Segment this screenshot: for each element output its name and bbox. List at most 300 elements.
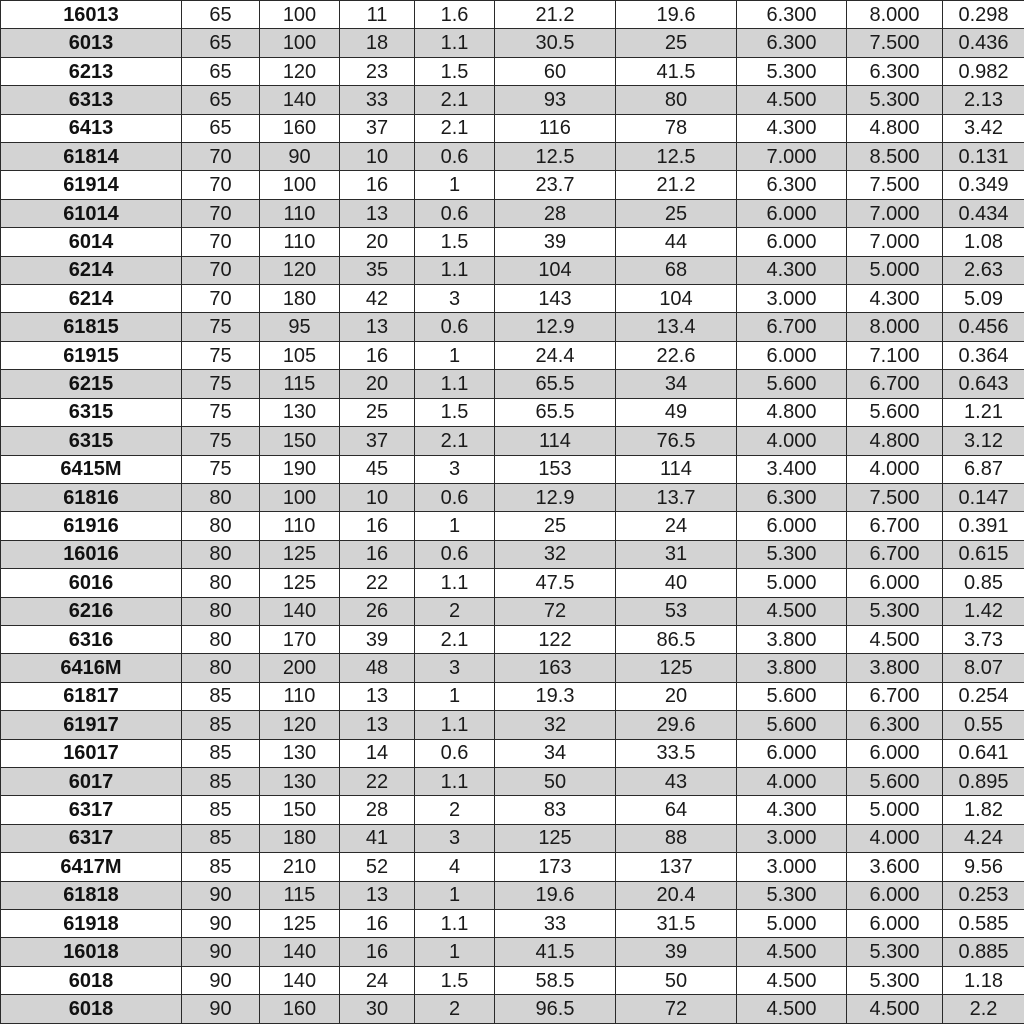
model-cell: 61914 <box>1 171 182 199</box>
width-b-cell: 42 <box>340 285 415 313</box>
static-load-cell: 76.5 <box>616 427 737 455</box>
model-cell: 61814 <box>1 143 182 171</box>
grease-speed-cell: 4.500 <box>737 995 847 1024</box>
oil-speed-cell: 4.800 <box>847 427 943 455</box>
table-row <box>1 597 1024 625</box>
outer-d-cell: 110 <box>260 512 340 540</box>
chamfer-r-cell: 1.1 <box>415 569 495 597</box>
oil-speed-cell: 7.100 <box>847 341 943 369</box>
grease-speed-cell: 4.500 <box>737 938 847 966</box>
grease-speed-cell: 5.000 <box>737 569 847 597</box>
oil-speed-cell: 3.800 <box>847 654 943 682</box>
grease-speed-cell: 4.500 <box>737 597 847 625</box>
width-b-cell: 35 <box>340 256 415 284</box>
grease-speed-cell: 6.700 <box>737 313 847 341</box>
width-b-cell: 18 <box>340 29 415 57</box>
model-cell: 6018 <box>1 966 182 994</box>
model-cell: 6413 <box>1 114 182 142</box>
grease-speed-cell: 4.800 <box>737 398 847 426</box>
static-load-cell: 39 <box>616 938 737 966</box>
width-b-cell: 16 <box>340 938 415 966</box>
table-row <box>1 29 1024 57</box>
dynamic-load-cell: 28 <box>495 199 616 227</box>
oil-speed-cell: 6.700 <box>847 682 943 710</box>
model-cell: 6013 <box>1 29 182 57</box>
bore-d-cell: 80 <box>182 654 260 682</box>
static-load-cell: 44 <box>616 228 737 256</box>
outer-d-cell: 120 <box>260 711 340 739</box>
chamfer-r-cell: 2 <box>415 597 495 625</box>
chamfer-r-cell: 1 <box>415 881 495 909</box>
table-row <box>1 910 1024 938</box>
weight-cell: 0.434 <box>943 199 1024 227</box>
oil-speed-cell: 3.600 <box>847 853 943 881</box>
bore-d-cell: 80 <box>182 625 260 653</box>
weight-cell: 3.12 <box>943 427 1024 455</box>
static-load-cell: 41.5 <box>616 57 737 85</box>
static-load-cell: 13.7 <box>616 483 737 511</box>
dynamic-load-cell: 93 <box>495 86 616 114</box>
oil-speed-cell: 6.300 <box>847 711 943 739</box>
outer-d-cell: 140 <box>260 966 340 994</box>
bore-d-cell: 80 <box>182 483 260 511</box>
oil-speed-cell: 8.500 <box>847 143 943 171</box>
model-cell: 61916 <box>1 512 182 540</box>
outer-d-cell: 100 <box>260 483 340 511</box>
width-b-cell: 13 <box>340 199 415 227</box>
chamfer-r-cell: 1.5 <box>415 228 495 256</box>
oil-speed-cell: 7.500 <box>847 483 943 511</box>
grease-speed-cell: 6.300 <box>737 29 847 57</box>
outer-d-cell: 95 <box>260 313 340 341</box>
table-row <box>1 711 1024 739</box>
table-row <box>1 995 1024 1024</box>
grease-speed-cell: 5.600 <box>737 682 847 710</box>
dynamic-load-cell: 19.3 <box>495 682 616 710</box>
model-cell: 6313 <box>1 86 182 114</box>
chamfer-r-cell: 2.1 <box>415 427 495 455</box>
dynamic-load-cell: 173 <box>495 853 616 881</box>
width-b-cell: 10 <box>340 483 415 511</box>
dynamic-load-cell: 114 <box>495 427 616 455</box>
table-row <box>1 824 1024 852</box>
outer-d-cell: 170 <box>260 625 340 653</box>
weight-cell: 0.885 <box>943 938 1024 966</box>
table-row <box>1 285 1024 313</box>
dynamic-load-cell: 153 <box>495 455 616 483</box>
chamfer-r-cell: 0.6 <box>415 739 495 767</box>
model-cell: 16017 <box>1 739 182 767</box>
width-b-cell: 45 <box>340 455 415 483</box>
static-load-cell: 64 <box>616 796 737 824</box>
static-load-cell: 78 <box>616 114 737 142</box>
bore-d-cell: 70 <box>182 228 260 256</box>
chamfer-r-cell: 0.6 <box>415 540 495 568</box>
weight-cell: 0.298 <box>943 1 1024 29</box>
model-cell: 6416M <box>1 654 182 682</box>
weight-cell: 0.391 <box>943 512 1024 540</box>
weight-cell: 4.24 <box>943 824 1024 852</box>
grease-speed-cell: 5.000 <box>737 910 847 938</box>
width-b-cell: 33 <box>340 86 415 114</box>
model-cell: 6017 <box>1 767 182 795</box>
bore-d-cell: 65 <box>182 29 260 57</box>
grease-speed-cell: 3.000 <box>737 853 847 881</box>
bore-d-cell: 70 <box>182 285 260 313</box>
width-b-cell: 22 <box>340 767 415 795</box>
table-row <box>1 86 1024 114</box>
dynamic-load-cell: 33 <box>495 910 616 938</box>
grease-speed-cell: 5.600 <box>737 370 847 398</box>
dynamic-load-cell: 122 <box>495 625 616 653</box>
static-load-cell: 22.6 <box>616 341 737 369</box>
oil-speed-cell: 8.000 <box>847 1 943 29</box>
weight-cell: 1.82 <box>943 796 1024 824</box>
static-load-cell: 137 <box>616 853 737 881</box>
oil-speed-cell: 6.000 <box>847 881 943 909</box>
bore-d-cell: 90 <box>182 995 260 1024</box>
dynamic-load-cell: 72 <box>495 597 616 625</box>
chamfer-r-cell: 1.1 <box>415 767 495 795</box>
static-load-cell: 20.4 <box>616 881 737 909</box>
outer-d-cell: 120 <box>260 256 340 284</box>
model-cell: 6417M <box>1 853 182 881</box>
width-b-cell: 14 <box>340 739 415 767</box>
oil-speed-cell: 4.500 <box>847 995 943 1024</box>
oil-speed-cell: 6.700 <box>847 370 943 398</box>
oil-speed-cell: 4.300 <box>847 285 943 313</box>
table-row <box>1 767 1024 795</box>
grease-speed-cell: 5.300 <box>737 881 847 909</box>
chamfer-r-cell: 2 <box>415 995 495 1024</box>
dynamic-load-cell: 65.5 <box>495 398 616 426</box>
width-b-cell: 39 <box>340 625 415 653</box>
width-b-cell: 25 <box>340 398 415 426</box>
weight-cell: 0.456 <box>943 313 1024 341</box>
chamfer-r-cell: 1 <box>415 682 495 710</box>
outer-d-cell: 150 <box>260 796 340 824</box>
bore-d-cell: 70 <box>182 199 260 227</box>
grease-speed-cell: 6.300 <box>737 483 847 511</box>
outer-d-cell: 130 <box>260 398 340 426</box>
grease-speed-cell: 4.500 <box>737 966 847 994</box>
bore-d-cell: 85 <box>182 739 260 767</box>
width-b-cell: 16 <box>340 171 415 199</box>
width-b-cell: 16 <box>340 910 415 938</box>
weight-cell: 2.63 <box>943 256 1024 284</box>
table-row <box>1 796 1024 824</box>
oil-speed-cell: 5.000 <box>847 796 943 824</box>
width-b-cell: 16 <box>340 512 415 540</box>
chamfer-r-cell: 2.1 <box>415 86 495 114</box>
table-row <box>1 1 1024 29</box>
static-load-cell: 31.5 <box>616 910 737 938</box>
chamfer-r-cell: 2.1 <box>415 625 495 653</box>
width-b-cell: 41 <box>340 824 415 852</box>
grease-speed-cell: 3.000 <box>737 285 847 313</box>
width-b-cell: 26 <box>340 597 415 625</box>
oil-speed-cell: 5.300 <box>847 86 943 114</box>
outer-d-cell: 150 <box>260 427 340 455</box>
outer-d-cell: 160 <box>260 995 340 1024</box>
model-cell: 61918 <box>1 910 182 938</box>
bore-d-cell: 70 <box>182 256 260 284</box>
bore-d-cell: 75 <box>182 370 260 398</box>
dynamic-load-cell: 125 <box>495 824 616 852</box>
dynamic-load-cell: 65.5 <box>495 370 616 398</box>
static-load-cell: 80 <box>616 86 737 114</box>
model-cell: 6213 <box>1 57 182 85</box>
grease-speed-cell: 3.400 <box>737 455 847 483</box>
bore-d-cell: 85 <box>182 796 260 824</box>
width-b-cell: 24 <box>340 966 415 994</box>
weight-cell: 1.08 <box>943 228 1024 256</box>
weight-cell: 2.13 <box>943 86 1024 114</box>
chamfer-r-cell: 2.1 <box>415 114 495 142</box>
model-cell: 6016 <box>1 569 182 597</box>
bore-d-cell: 75 <box>182 455 260 483</box>
outer-d-cell: 210 <box>260 853 340 881</box>
table-row <box>1 938 1024 966</box>
weight-cell: 1.21 <box>943 398 1024 426</box>
oil-speed-cell: 6.000 <box>847 739 943 767</box>
dynamic-load-cell: 32 <box>495 540 616 568</box>
dynamic-load-cell: 96.5 <box>495 995 616 1024</box>
model-cell: 16013 <box>1 1 182 29</box>
weight-cell: 0.253 <box>943 881 1024 909</box>
grease-speed-cell: 6.000 <box>737 228 847 256</box>
oil-speed-cell: 4.000 <box>847 455 943 483</box>
model-cell: 6317 <box>1 796 182 824</box>
oil-speed-cell: 7.000 <box>847 228 943 256</box>
dynamic-load-cell: 12.5 <box>495 143 616 171</box>
grease-speed-cell: 4.300 <box>737 796 847 824</box>
chamfer-r-cell: 1.1 <box>415 29 495 57</box>
bore-d-cell: 85 <box>182 682 260 710</box>
model-cell: 6415M <box>1 455 182 483</box>
dynamic-load-cell: 32 <box>495 711 616 739</box>
oil-speed-cell: 6.000 <box>847 569 943 597</box>
table-row <box>1 199 1024 227</box>
outer-d-cell: 120 <box>260 57 340 85</box>
table-row <box>1 512 1024 540</box>
dynamic-load-cell: 25 <box>495 512 616 540</box>
outer-d-cell: 125 <box>260 540 340 568</box>
chamfer-r-cell: 3 <box>415 455 495 483</box>
grease-speed-cell: 4.000 <box>737 427 847 455</box>
grease-speed-cell: 3.800 <box>737 654 847 682</box>
static-load-cell: 21.2 <box>616 171 737 199</box>
static-load-cell: 72 <box>616 995 737 1024</box>
dynamic-load-cell: 23.7 <box>495 171 616 199</box>
width-b-cell: 16 <box>340 540 415 568</box>
bore-d-cell: 80 <box>182 569 260 597</box>
bore-d-cell: 90 <box>182 938 260 966</box>
weight-cell: 0.147 <box>943 483 1024 511</box>
weight-cell: 0.982 <box>943 57 1024 85</box>
grease-speed-cell: 5.600 <box>737 711 847 739</box>
width-b-cell: 20 <box>340 370 415 398</box>
bore-d-cell: 65 <box>182 86 260 114</box>
chamfer-r-cell: 3 <box>415 824 495 852</box>
model-cell: 61014 <box>1 199 182 227</box>
static-load-cell: 53 <box>616 597 737 625</box>
model-cell: 6316 <box>1 625 182 653</box>
model-cell: 6216 <box>1 597 182 625</box>
outer-d-cell: 140 <box>260 597 340 625</box>
weight-cell: 0.254 <box>943 682 1024 710</box>
grease-speed-cell: 4.000 <box>737 767 847 795</box>
outer-d-cell: 115 <box>260 370 340 398</box>
bore-d-cell: 90 <box>182 910 260 938</box>
oil-speed-cell: 5.300 <box>847 966 943 994</box>
bore-d-cell: 65 <box>182 57 260 85</box>
table-row <box>1 739 1024 767</box>
weight-cell: 8.07 <box>943 654 1024 682</box>
oil-speed-cell: 7.500 <box>847 171 943 199</box>
dynamic-load-cell: 12.9 <box>495 313 616 341</box>
model-cell: 6014 <box>1 228 182 256</box>
chamfer-r-cell: 3 <box>415 285 495 313</box>
dynamic-load-cell: 83 <box>495 796 616 824</box>
chamfer-r-cell: 1 <box>415 341 495 369</box>
oil-speed-cell: 7.000 <box>847 199 943 227</box>
table-row <box>1 57 1024 85</box>
bore-d-cell: 70 <box>182 143 260 171</box>
bore-d-cell: 85 <box>182 767 260 795</box>
static-load-cell: 25 <box>616 199 737 227</box>
width-b-cell: 28 <box>340 796 415 824</box>
static-load-cell: 43 <box>616 767 737 795</box>
model-cell: 6315 <box>1 398 182 426</box>
static-load-cell: 40 <box>616 569 737 597</box>
chamfer-r-cell: 0.6 <box>415 199 495 227</box>
outer-d-cell: 140 <box>260 86 340 114</box>
weight-cell: 9.56 <box>943 853 1024 881</box>
dynamic-load-cell: 58.5 <box>495 966 616 994</box>
dynamic-load-cell: 21.2 <box>495 1 616 29</box>
weight-cell: 3.42 <box>943 114 1024 142</box>
table-row <box>1 540 1024 568</box>
outer-d-cell: 160 <box>260 114 340 142</box>
weight-cell: 0.643 <box>943 370 1024 398</box>
dynamic-load-cell: 41.5 <box>495 938 616 966</box>
model-cell: 16016 <box>1 540 182 568</box>
weight-cell: 1.42 <box>943 597 1024 625</box>
static-load-cell: 88 <box>616 824 737 852</box>
dynamic-load-cell: 60 <box>495 57 616 85</box>
oil-speed-cell: 5.600 <box>847 398 943 426</box>
chamfer-r-cell: 1 <box>415 512 495 540</box>
chamfer-r-cell: 1.1 <box>415 256 495 284</box>
table-row <box>1 881 1024 909</box>
width-b-cell: 11 <box>340 1 415 29</box>
static-load-cell: 19.6 <box>616 1 737 29</box>
weight-cell: 0.641 <box>943 739 1024 767</box>
bore-d-cell: 65 <box>182 1 260 29</box>
static-load-cell: 29.6 <box>616 711 737 739</box>
chamfer-r-cell: 1 <box>415 171 495 199</box>
weight-cell: 0.615 <box>943 540 1024 568</box>
weight-cell: 0.349 <box>943 171 1024 199</box>
weight-cell: 0.131 <box>943 143 1024 171</box>
width-b-cell: 16 <box>340 341 415 369</box>
model-cell: 6317 <box>1 824 182 852</box>
table-row <box>1 313 1024 341</box>
bore-d-cell: 80 <box>182 540 260 568</box>
bore-d-cell: 85 <box>182 711 260 739</box>
dynamic-load-cell: 12.9 <box>495 483 616 511</box>
bore-d-cell: 65 <box>182 114 260 142</box>
grease-speed-cell: 4.300 <box>737 256 847 284</box>
table-row <box>1 228 1024 256</box>
width-b-cell: 10 <box>340 143 415 171</box>
static-load-cell: 24 <box>616 512 737 540</box>
chamfer-r-cell: 1.1 <box>415 910 495 938</box>
table-row <box>1 370 1024 398</box>
table-row <box>1 143 1024 171</box>
weight-cell: 0.85 <box>943 569 1024 597</box>
dynamic-load-cell: 50 <box>495 767 616 795</box>
outer-d-cell: 180 <box>260 824 340 852</box>
bore-d-cell: 90 <box>182 966 260 994</box>
model-cell: 6214 <box>1 256 182 284</box>
table-row <box>1 171 1024 199</box>
table-row <box>1 483 1024 511</box>
chamfer-r-cell: 1.5 <box>415 398 495 426</box>
table-row <box>1 256 1024 284</box>
chamfer-r-cell: 0.6 <box>415 483 495 511</box>
weight-cell: 6.87 <box>943 455 1024 483</box>
static-load-cell: 49 <box>616 398 737 426</box>
dynamic-load-cell: 19.6 <box>495 881 616 909</box>
outer-d-cell: 100 <box>260 1 340 29</box>
chamfer-r-cell: 1.5 <box>415 966 495 994</box>
bore-d-cell: 75 <box>182 313 260 341</box>
dynamic-load-cell: 163 <box>495 654 616 682</box>
outer-d-cell: 90 <box>260 143 340 171</box>
grease-speed-cell: 6.000 <box>737 739 847 767</box>
oil-speed-cell: 4.000 <box>847 824 943 852</box>
width-b-cell: 37 <box>340 427 415 455</box>
chamfer-r-cell: 1.1 <box>415 370 495 398</box>
dynamic-load-cell: 116 <box>495 114 616 142</box>
oil-speed-cell: 4.500 <box>847 625 943 653</box>
width-b-cell: 23 <box>340 57 415 85</box>
oil-speed-cell: 6.700 <box>847 512 943 540</box>
dynamic-load-cell: 30.5 <box>495 29 616 57</box>
outer-d-cell: 140 <box>260 938 340 966</box>
static-load-cell: 12.5 <box>616 143 737 171</box>
grease-speed-cell: 6.300 <box>737 171 847 199</box>
bore-d-cell: 75 <box>182 427 260 455</box>
bore-d-cell: 75 <box>182 341 260 369</box>
bore-d-cell: 70 <box>182 171 260 199</box>
width-b-cell: 13 <box>340 711 415 739</box>
static-load-cell: 86.5 <box>616 625 737 653</box>
static-load-cell: 13.4 <box>616 313 737 341</box>
table-row <box>1 654 1024 682</box>
model-cell: 6215 <box>1 370 182 398</box>
dynamic-load-cell: 39 <box>495 228 616 256</box>
outer-d-cell: 115 <box>260 881 340 909</box>
grease-speed-cell: 6.000 <box>737 341 847 369</box>
oil-speed-cell: 8.000 <box>847 313 943 341</box>
oil-speed-cell: 6.300 <box>847 57 943 85</box>
dynamic-load-cell: 34 <box>495 739 616 767</box>
width-b-cell: 22 <box>340 569 415 597</box>
grease-speed-cell: 6.000 <box>737 199 847 227</box>
